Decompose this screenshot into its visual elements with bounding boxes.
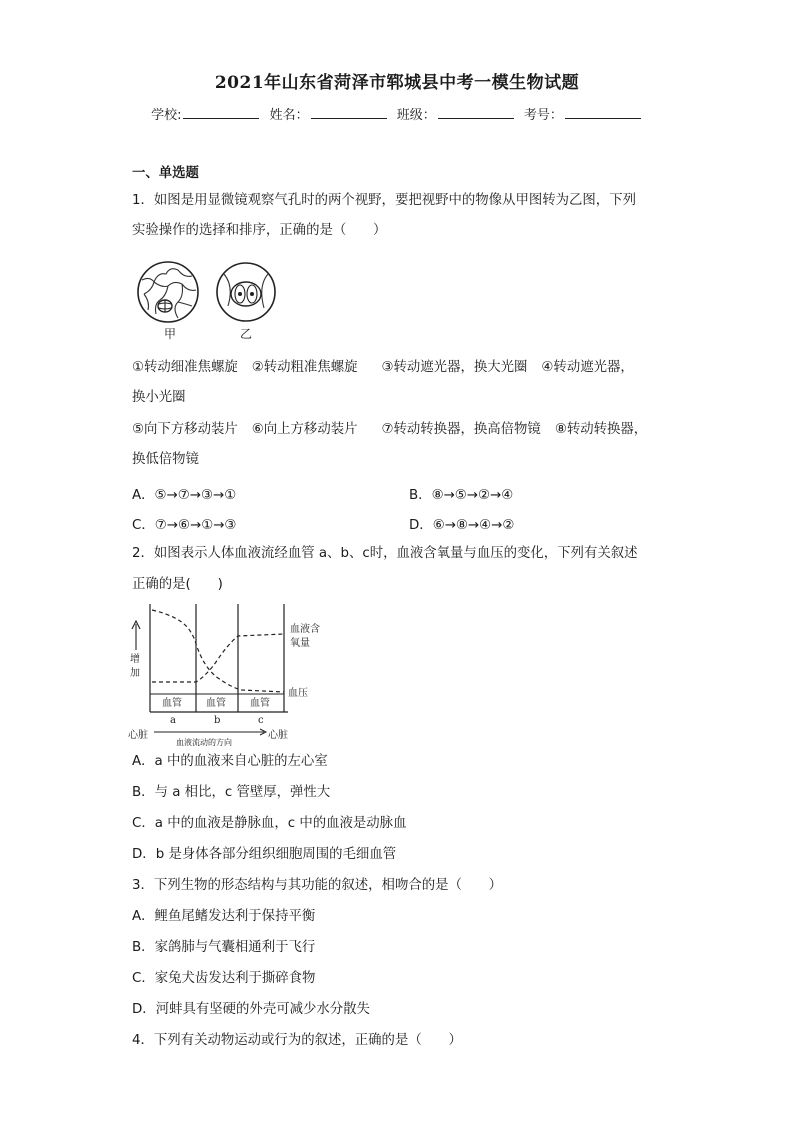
field-jia bbox=[138, 262, 198, 341]
fig-label-yi: 乙 bbox=[240, 327, 253, 341]
name-blank[interactable] bbox=[311, 106, 387, 119]
q1-option-c[interactable]: C．⑦→⑥→①→③ bbox=[132, 518, 237, 533]
q1-steps-line4: 换低倍物镜 bbox=[132, 452, 199, 467]
fig-label-jia: 甲 bbox=[164, 327, 177, 341]
name-label: 姓名： bbox=[269, 108, 309, 123]
pressure-curve bbox=[152, 610, 284, 692]
series-label-pressure: 血压 bbox=[288, 688, 308, 699]
q1-stem-line2: 实验操作的选择和排序，正确的是（ ） bbox=[132, 223, 387, 238]
oxygen-curve bbox=[152, 634, 284, 682]
exam-no-label: 考号： bbox=[523, 108, 563, 123]
q2-blood-vessel-chart bbox=[128, 602, 338, 748]
step-6: ⑥向上方移动装片 bbox=[251, 422, 358, 437]
y-axis-label bbox=[130, 652, 140, 679]
school-blank[interactable] bbox=[183, 106, 259, 119]
heart-label-right: 心脏 bbox=[268, 730, 288, 741]
school-label: 学校: bbox=[151, 108, 182, 123]
exam-no-blank[interactable] bbox=[565, 106, 641, 119]
q1-option-b[interactable]: B．⑧→⑤→②→④ bbox=[409, 488, 514, 503]
q3-option-b[interactable]: B．家鸽肺与气囊相通利于飞行 bbox=[132, 940, 316, 955]
q2-option-b[interactable]: B．与 a 相比，c 管壁厚，弹性大 bbox=[132, 785, 331, 800]
q2-stem-line1: 2．如图表示人体血液流经血管 a、b、c时，血液含氧量与血压的变化，下列有关叙述 bbox=[132, 546, 638, 561]
q1-steps-line3 bbox=[132, 421, 647, 439]
vessel-letter-a: a bbox=[170, 715, 176, 726]
q2-option-c[interactable]: C．a 中的血液是静脉血，c 中的血液是动脉血 bbox=[132, 816, 407, 831]
step-5: ⑤向下方移动装片 bbox=[132, 422, 238, 437]
q2-option-d[interactable]: D．b 是身体各部分组织细胞周围的毛细血管 bbox=[132, 847, 397, 862]
section-title: 一、单选题 bbox=[132, 166, 199, 181]
vessel-letter-c: c bbox=[258, 715, 264, 726]
q2-stem-line2: 正确的是( ) bbox=[132, 577, 223, 592]
page-title: 2021年山东省菏泽市郓城县中考一模生物试题 bbox=[214, 73, 580, 93]
class-blank[interactable] bbox=[438, 106, 514, 119]
vessel-label-b: 血管 bbox=[206, 698, 226, 709]
step-8: ⑧转动转换器， bbox=[554, 422, 648, 437]
heart-label-left: 心脏 bbox=[128, 730, 148, 741]
q1-option-a[interactable]: A．⑤→⑦→③→① bbox=[132, 488, 237, 503]
step-4: ④转动遮光器， bbox=[541, 360, 634, 375]
step-1: ①转动细准焦螺旋 bbox=[132, 360, 238, 375]
q1-steps-line1 bbox=[132, 359, 634, 377]
q3-stem: 3．下列生物的形态结构与其功能的叙述，相吻合的是（ ） bbox=[132, 878, 503, 893]
student-info-row bbox=[0, 104, 794, 123]
q3-option-c[interactable]: C．家兔犬齿发达利于撕碎食物 bbox=[132, 971, 316, 986]
vessel-letter-b: b bbox=[214, 715, 221, 726]
step-2: ②转动粗准焦螺旋 bbox=[251, 360, 358, 375]
step-3: ③转动遮光器，换大光圈 bbox=[381, 360, 528, 375]
q1-stem-line1: 1．如图是用显微镜观察气孔时的两个视野，要把视野中的物像从甲图转为乙图，下列 bbox=[132, 193, 636, 208]
q2-option-a[interactable]: A．a 中的血液来自心脏的左心室 bbox=[132, 754, 328, 769]
q4-stem: 4．下列有关动物运动或行为的叙述，正确的是（ ） bbox=[132, 1033, 462, 1048]
q1-microscope-figure bbox=[132, 258, 282, 342]
q1-option-d[interactable]: D．⑥→⑧→④→② bbox=[409, 518, 515, 533]
vessel-label-a: 血管 bbox=[162, 698, 182, 709]
y-label-char2: 加 bbox=[130, 668, 140, 679]
q3-option-a[interactable]: A．鲤鱼尾鳍发达利于保持平衡 bbox=[132, 909, 316, 924]
class-label: 班级： bbox=[396, 108, 436, 123]
step-7: ⑦转动转换器，换高倍物镜 bbox=[381, 422, 541, 437]
series-label-oxygen-line2: 氧量 bbox=[290, 638, 310, 649]
y-label-char1: 增 bbox=[130, 654, 140, 665]
vessel-label-c: 血管 bbox=[250, 698, 270, 709]
field-yi bbox=[217, 263, 275, 341]
q3-option-d[interactable]: D．河蚌具有坚硬的外壳可减少水分散失 bbox=[132, 1002, 370, 1017]
flow-direction-label: 血液流动的方向 bbox=[176, 738, 232, 747]
series-label-oxygen-line1: 血液含 bbox=[290, 624, 320, 635]
q1-steps-line2: 换小光圈 bbox=[132, 390, 186, 405]
